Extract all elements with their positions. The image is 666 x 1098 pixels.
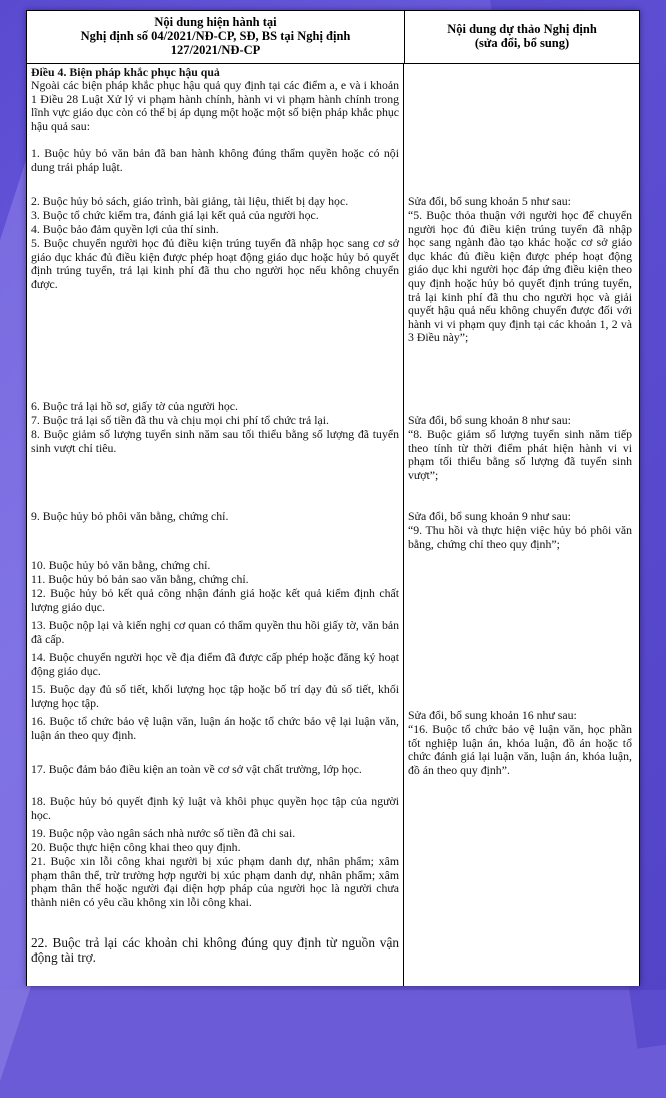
amend-16-text: “16. Buộc tổ chức bảo vệ luận văn, học phần tốt nghiệp luận án, khóa luận, đồ án hoặc tổ chức đánh giá lại luận văn, luận án, khóa luận, đồ án theo quy định”. [408,722,632,777]
item-11: 11. Buộc hủy bỏ bản sao văn bằng, chứng chỉ. [31,572,249,586]
amend-8-text: “8. Buộc giảm số lượng tuyển sinh năm tiếp theo tính từ thời điểm phát hiện hành vi vi phạm tối thiểu bằng số lượng đã tuyển sinh vượt”; [408,427,632,482]
amend-5-label: Sửa đổi, bổ sung khoản 5 như sau: [408,194,571,208]
amend-5-text: “5. Buộc thỏa thuận với người học để chuyển người học đủ điều kiện trúng tuyển đã nhập học sang ngành đào tạo khác hoặc cơ sở giáo dục khác đủ điều kiện được phép hoạt động giáo dục khi người học đáp ứng điều kiện theo quy định hoặc hủy bỏ quyết định trúng tuyển, trả lại kinh phí đã thu cho người học và giải quyết hậu quả nếu không chuyển được đối với hành vi vi phạm quy định tại các khoản 1, 2 và 3 Điều này”; [408,208,632,345]
item-5: 5. Buộc chuyển người học đủ điều kiện trúng tuyển đã nhập học sang cơ sở giáo dục khác đủ điều kiện được phép hoạt động giáo dục hoặc hủy bỏ quyết định trúng tuyển, trả lại kinh phí đã thu cho người học nếu không chuyển được. [31,236,399,291]
amend-16-label: Sửa đổi, bổ sung khoản 16 như sau: [408,708,577,722]
item-2: 2. Buộc hủy bỏ sách, giáo trình, bài giảng, tài liệu, thiết bị dạy học. [31,194,349,208]
item-9: 9. Buộc hủy bỏ phôi văn bằng, chứng chỉ. [31,509,229,523]
table-body [26,64,640,986]
item-7: 7. Buộc trả lại số tiền đã thu và chịu mọi chi phí tổ chức trả lại. [31,413,329,427]
header-current-content [27,11,405,63]
item-13: 13. Buộc nộp lại và kiến nghị cơ quan có thẩm quyền thu hồi giấy tờ, văn bản đã cấp. [31,618,399,646]
article-title: Điều 4. Biện pháp khắc phục hậu quả [31,65,220,79]
item-4: 4. Buộc bảo đảm quyền lợi của thí sinh. [31,222,219,236]
item-14: 14. Buộc chuyển người học về địa điểm đã được cấp phép hoặc đăng ký hoạt động giáo dục. [31,650,399,678]
header-col1-line2: Nghị định số 04/2021/NĐ-CP, SĐ, BS tại Nghị định [80,29,351,43]
item-15: 15. Buộc dạy đủ số tiết, khối lượng học tập hoặc bố trí dạy đủ số tiết, khối lượng học tập. [31,682,399,710]
amend-9-text: “9. Thu hồi và thực hiện việc hủy bỏ phôi văn bằng, chứng chỉ theo quy định”; [408,523,632,551]
header-col1-line3: 127/2021/NĐ-CP [170,43,261,57]
header-draft-content [405,11,639,63]
header-col1-line1: Nội dung hiện hành tại [154,15,277,29]
amend-9-label: Sửa đổi, bổ sung khoản 9 như sau: [408,509,571,523]
document-page [26,10,640,986]
item-19: 19. Buộc nộp vào ngân sách nhà nước số tiền đã chi sai. [31,826,296,840]
item-10: 10. Buộc hủy bỏ văn bằng, chứng chỉ. [31,558,211,572]
amend-8-label: Sửa đổi, bổ sung khoản 8 như sau: [408,413,571,427]
current-content-column [26,64,404,986]
item-8: 8. Buộc giảm số lượng tuyển sinh năm sau tối thiểu bằng số lượng đã tuyển sinh vượt chỉ tiêu. [31,427,399,455]
header-col2-line2: (sửa đổi, bổ sung) [474,36,570,50]
item-12: 12. Buộc hủy bỏ kết quả công nhận đánh giá hoặc kết quả kiểm định chất lượng giáo dục. [31,586,399,614]
draft-content-column [404,64,640,986]
item-21: 21. Buộc xin lỗi công khai người bị xúc phạm danh dự, nhân phẩm; xâm phạm thân thể, trừ trường hợp người bị xúc phạm danh dự, nhân phẩm; xâm phạm thân thể hoặc người đại diện hợp pháp của người học là người chưa thành niên có yêu cầu không xin lỗi công khai. [31,854,399,909]
item-20: 20. Buộc thực hiện công khai theo quy định. [31,840,241,854]
item-6: 6. Buộc trả lại hồ sơ, giấy tờ của người học. [31,399,238,413]
item-16: 16. Buộc tổ chức bảo vệ luận văn, luận án hoặc tổ chức bảo vệ lại luận văn, luận án theo quy định. [31,714,399,742]
table-header [26,10,640,64]
item-17: 17. Buộc đảm bảo điều kiện an toàn về cơ sở vật chất trường, lớp học. [31,762,362,776]
item-18: 18. Buộc hủy bỏ quyết định kỷ luật và khôi phục quyền học tập của người học. [31,794,399,822]
header-col2-line1: Nội dung dự thảo Nghị định [447,22,597,36]
item-1: 1. Buộc hủy bỏ văn bản đã ban hành không đúng thẩm quyền hoặc có nội dung trái pháp luật. [31,146,399,174]
item-22: 22. Buộc trả lại các khoản chi không đúng quy định từ nguồn vận động tài trợ. [31,935,399,965]
item-3: 3. Buộc tổ chức kiểm tra, đánh giá lại kết quả của người học. [31,208,319,222]
article-intro: Ngoài các biện pháp khắc phục hậu quả quy định tại các điểm a, e và i khoản 1 Điều 28 Luật Xử lý vi phạm hành chính, hành vi vi phạm hành chính trong lĩnh vực giáo dục còn có thể bị áp dụng một hoặc một số biện pháp khắc phục hậu quả sau: [31,78,399,133]
